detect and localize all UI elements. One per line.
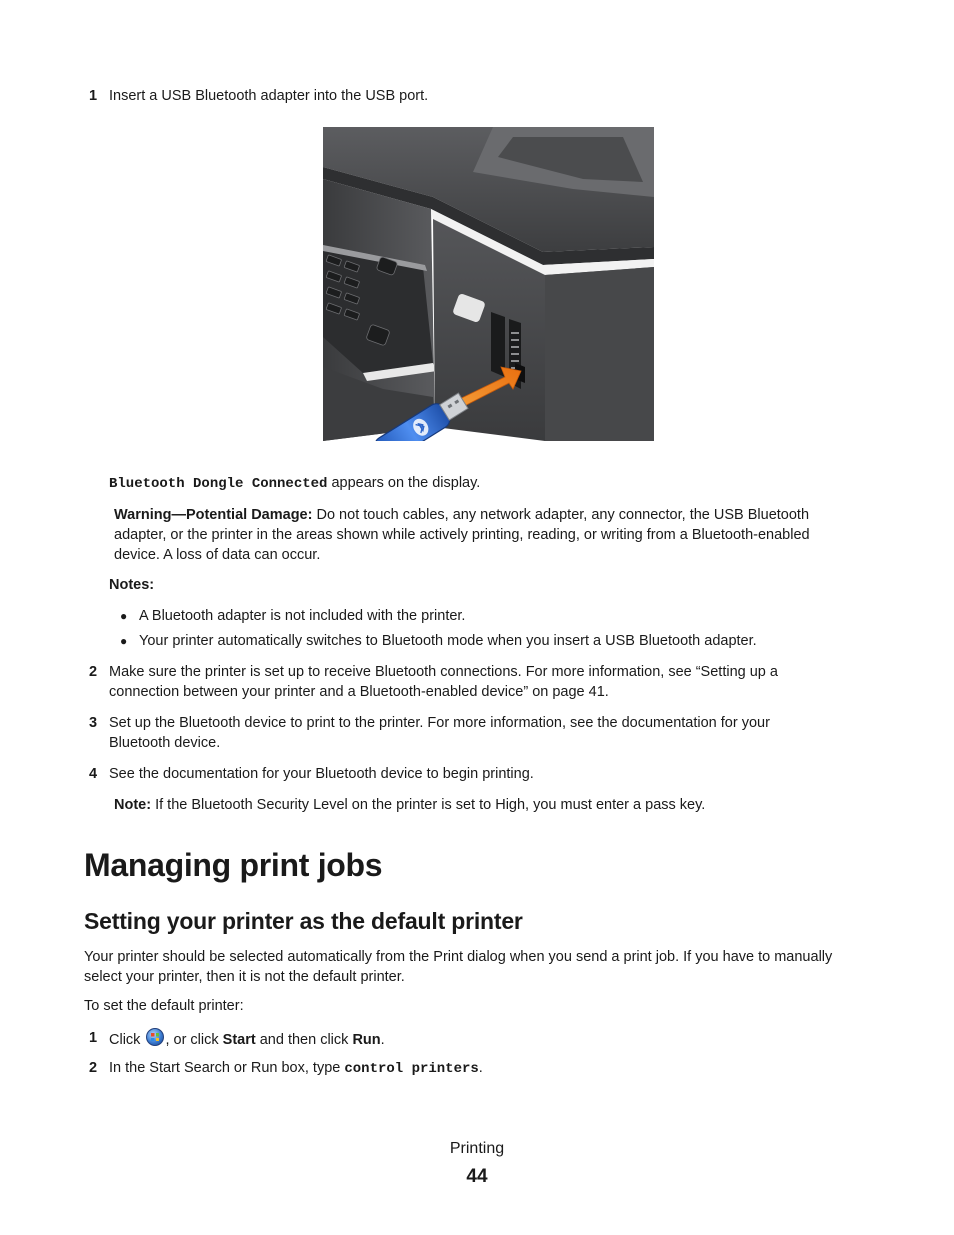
section-title: Managing print jobs bbox=[84, 847, 383, 883]
step-number: 4 bbox=[89, 766, 98, 782]
step-number: 1 bbox=[89, 88, 98, 104]
lead-text: To set the default printer: bbox=[84, 998, 244, 1014]
warning-line-2: adapter, or the printer in the areas shown while actively printing, reading, or writing from a Bluetooth-enabled bbox=[114, 527, 810, 543]
warning-line-3: device. A loss of data can occur. bbox=[114, 547, 321, 563]
step-text bbox=[109, 1028, 385, 1050]
step-text bbox=[109, 713, 770, 753]
step-text bbox=[109, 1058, 483, 1079]
step-text: See the documentation for your Bluetooth device to begin printing. bbox=[109, 766, 534, 782]
bullet-icon: ● bbox=[120, 609, 128, 623]
step-text bbox=[109, 662, 778, 702]
step-number: 1 bbox=[89, 1030, 98, 1046]
display-message-text: appears on the display. bbox=[327, 475, 481, 491]
step-number: 2 bbox=[89, 1060, 98, 1076]
footer-chapter: Printing bbox=[449, 1140, 505, 1157]
step-number: 3 bbox=[89, 715, 98, 731]
warning-text: Do not touch cables, any network adapter, any connector, the USB Bluetooth bbox=[312, 507, 810, 523]
printer-illustration bbox=[323, 127, 654, 441]
note-text: If the Bluetooth Security Level on the printer is set to High, you must enter a pass key. bbox=[151, 797, 706, 813]
notes-label: Notes: bbox=[109, 577, 155, 593]
warning-label: Warning—Potential Damage: bbox=[114, 507, 313, 523]
intro-line: Your printer should be selected automatically from the Print dialog when you send a print job. If you have to manually bbox=[84, 949, 833, 965]
command-code: control printers bbox=[344, 1061, 479, 1077]
step-text: Insert a USB Bluetooth adapter into the USB port. bbox=[109, 88, 429, 104]
note-item: A Bluetooth adapter is not included with the printer. bbox=[139, 608, 466, 624]
note-line bbox=[114, 795, 705, 815]
display-message-line bbox=[109, 473, 480, 494]
section-subtitle: Setting your printer as the default printer bbox=[84, 908, 523, 934]
step-text-part: In the Start Search or Run box, type bbox=[109, 1060, 345, 1076]
step-text-part: , or click bbox=[165, 1032, 223, 1048]
run-label: Run bbox=[352, 1032, 381, 1048]
step-text-part: . bbox=[478, 1060, 483, 1076]
note-item: Your printer automatically switches to Bluetooth mode when you insert a USB Bluetooth adapter. bbox=[139, 633, 757, 649]
start-label: Start bbox=[222, 1032, 256, 1048]
display-message-code: Bluetooth Dongle Connected bbox=[109, 476, 328, 492]
step-text-line: Bluetooth device. bbox=[109, 735, 221, 751]
intro-line: select your printer, then it is not the default printer. bbox=[84, 969, 405, 985]
warning-block bbox=[114, 505, 894, 565]
bullet-icon: ● bbox=[120, 634, 128, 648]
step-text-part: and then click bbox=[255, 1032, 353, 1048]
intro-paragraph bbox=[84, 947, 884, 987]
step-number: 2 bbox=[89, 664, 98, 680]
step-text-part: Click bbox=[109, 1032, 145, 1048]
page-number: 44 bbox=[466, 1166, 488, 1187]
note-label: Note: bbox=[114, 797, 152, 813]
step-text-part: . bbox=[380, 1032, 385, 1048]
warning-line-1 bbox=[114, 505, 894, 525]
step-text-line: Make sure the printer is set up to receive Bluetooth connections. For more information, see “Setting up a bbox=[109, 664, 778, 680]
step-text-line: Set up the Bluetooth device to print to the printer. For more information, see the documentation for your bbox=[109, 715, 770, 731]
step-text-line: connection between your printer and a Bluetooth-enabled device” on page 41. bbox=[109, 684, 609, 700]
windows-start-orb-icon bbox=[146, 1028, 164, 1046]
